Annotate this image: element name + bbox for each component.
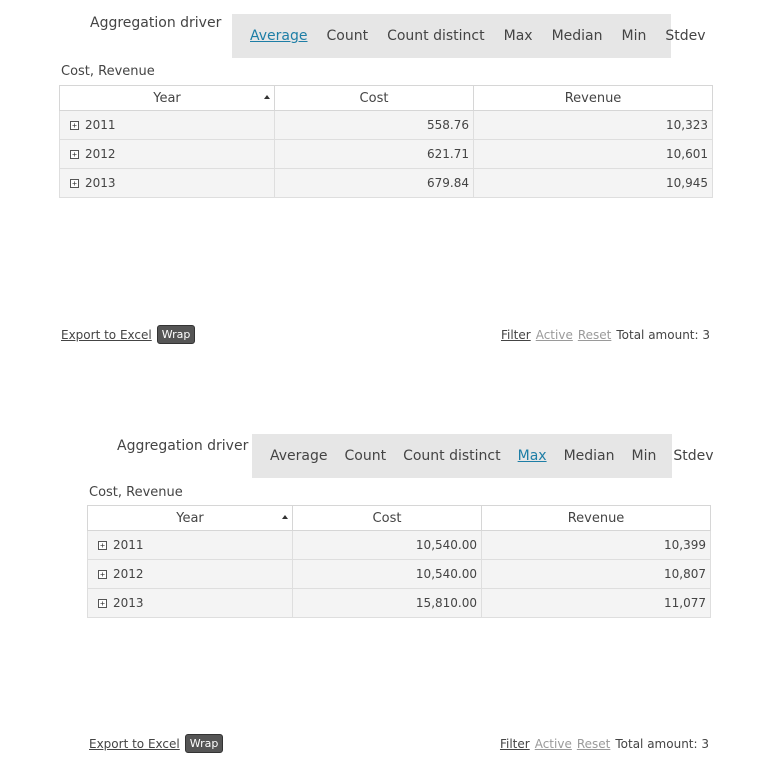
table-footer-left: [61, 325, 195, 344]
wrap-button[interactable]: Wrap: [157, 325, 196, 344]
column-header-cost[interactable]: Cost: [275, 86, 474, 111]
aggregation-driver-label: Aggregation driver: [117, 438, 249, 454]
revenue-cell: 11,077: [482, 589, 711, 618]
active-link[interactable]: Active: [534, 737, 572, 751]
table-row: [60, 140, 713, 169]
revenue-cell: 10,399: [482, 531, 711, 560]
sort-ascending-icon: [264, 95, 270, 99]
expand-icon[interactable]: +: [98, 541, 107, 550]
cost-cell: 679.84: [275, 169, 474, 198]
total-amount: Total amount: 3: [616, 328, 710, 342]
aggregation-driver-label: Aggregation driver: [90, 15, 222, 31]
column-header-cost[interactable]: Cost: [293, 506, 482, 531]
agg-option-average[interactable]: Average: [270, 448, 328, 464]
cost-cell: 15,810.00: [293, 589, 482, 618]
agg-option-count-distinct[interactable]: Count distinct: [387, 28, 485, 44]
expand-icon[interactable]: +: [70, 150, 79, 159]
aggregation-options-bar: [232, 14, 706, 58]
agg-option-stdev[interactable]: Stdev: [673, 448, 714, 464]
revenue-cell: 10,601: [474, 140, 713, 169]
export-to-excel-link[interactable]: Export to Excel: [89, 736, 180, 751]
table-row: [60, 111, 713, 140]
wrap-button[interactable]: Wrap: [185, 734, 224, 753]
agg-option-max[interactable]: Max: [517, 448, 547, 464]
year-cell: 2011: [113, 538, 144, 552]
column-header-revenue[interactable]: Revenue: [474, 86, 713, 111]
export-to-excel-link[interactable]: Export to Excel: [61, 327, 152, 342]
filter-link[interactable]: Filter: [500, 328, 531, 342]
reset-link[interactable]: Reset: [576, 737, 611, 751]
table-row: [88, 560, 711, 589]
column-header-year[interactable]: Year: [60, 86, 275, 111]
total-amount: Total amount: 3: [615, 737, 709, 751]
revenue-cell: 10,807: [482, 560, 711, 589]
filter-link[interactable]: Filter: [499, 737, 530, 751]
revenue-cell: 10,323: [474, 111, 713, 140]
agg-option-min[interactable]: Min: [621, 28, 647, 44]
aggregation-options-bar: [252, 434, 714, 478]
revenue-cell: 10,945: [474, 169, 713, 198]
agg-option-max[interactable]: Max: [503, 28, 533, 44]
reset-link[interactable]: Reset: [577, 328, 612, 342]
table-caption: Cost, Revenue: [89, 485, 183, 500]
year-cell: 2012: [85, 147, 116, 161]
table-row: [88, 589, 711, 618]
expand-icon[interactable]: +: [98, 599, 107, 608]
table-row: [88, 531, 711, 560]
year-cell: 2013: [113, 596, 144, 610]
pivot-table: [87, 505, 711, 618]
table-caption: Cost, Revenue: [61, 64, 155, 79]
agg-option-count[interactable]: Count: [344, 448, 387, 464]
agg-option-count-distinct[interactable]: Count distinct: [403, 448, 501, 464]
expand-icon[interactable]: +: [70, 121, 79, 130]
table-footer-left: [89, 734, 223, 753]
cost-cell: 10,540.00: [293, 531, 482, 560]
table-footer-right: [495, 737, 709, 751]
agg-option-stdev[interactable]: Stdev: [665, 28, 706, 44]
year-cell: 2013: [85, 176, 116, 190]
cost-cell: 10,540.00: [293, 560, 482, 589]
expand-icon[interactable]: +: [98, 570, 107, 579]
column-header-revenue[interactable]: Revenue: [482, 506, 711, 531]
pivot-table: [59, 85, 713, 198]
agg-option-median[interactable]: Median: [563, 448, 615, 464]
year-cell: 2012: [113, 567, 144, 581]
sort-ascending-icon: [282, 515, 288, 519]
year-cell: 2011: [85, 118, 116, 132]
agg-option-median[interactable]: Median: [551, 28, 603, 44]
agg-option-min[interactable]: Min: [631, 448, 657, 464]
cost-cell: 558.76: [275, 111, 474, 140]
active-link[interactable]: Active: [535, 328, 573, 342]
expand-icon[interactable]: +: [70, 179, 79, 188]
cost-cell: 621.71: [275, 140, 474, 169]
table-footer-right: [496, 328, 710, 342]
column-header-year[interactable]: Year: [88, 506, 293, 531]
table-row: [60, 169, 713, 198]
agg-option-count[interactable]: Count: [326, 28, 369, 44]
agg-option-average[interactable]: Average: [250, 28, 308, 44]
